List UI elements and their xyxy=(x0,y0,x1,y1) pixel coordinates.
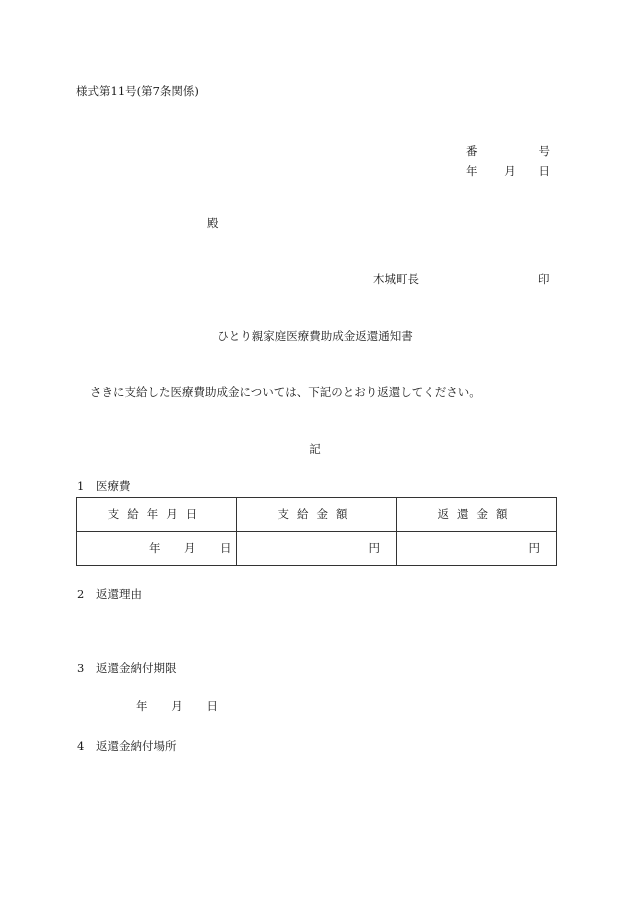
deadline-day: 日 xyxy=(206,699,218,713)
cell-year: 年 xyxy=(149,541,161,555)
section-number: 1 xyxy=(77,479,85,493)
medical-expense-table xyxy=(76,497,557,566)
addressee: 殿 xyxy=(207,216,219,230)
issuer: 木城町長 xyxy=(373,272,419,286)
table-row xyxy=(77,532,557,566)
number-suffix: 号 xyxy=(538,144,550,158)
section-label: 返還金納付期限 xyxy=(96,661,177,675)
number-label: 番 xyxy=(466,144,478,158)
section-number: 2 xyxy=(77,587,85,601)
header-payment-amount: 支給金額 xyxy=(237,498,397,532)
section-label: 返還金納付場所 xyxy=(96,739,177,753)
deadline-date xyxy=(136,701,218,713)
table-header-row xyxy=(77,498,557,532)
header-refund-amount: 返還金額 xyxy=(397,498,557,532)
body-text: さきに支給した医療費助成金については、下記のとおり返還してください。 xyxy=(90,385,481,399)
ki-heading: 記 xyxy=(309,442,321,456)
form-number: 様式第11号(第7条関係) xyxy=(76,84,199,98)
section-number: 3 xyxy=(77,661,85,675)
cell-day: 日 xyxy=(220,541,232,555)
reference-date-row xyxy=(466,161,550,181)
section-number: 4 xyxy=(77,739,85,753)
refund-amount-cell: 円 xyxy=(397,532,557,566)
seal-mark: 印 xyxy=(538,272,550,286)
deadline-year: 年 xyxy=(136,699,148,713)
payment-amount-cell: 円 xyxy=(237,532,397,566)
document-title: ひとり親家庭医療費助成金返還通知書 xyxy=(217,329,413,343)
section-4 xyxy=(77,741,177,753)
section-2 xyxy=(77,589,142,601)
reference-number-row xyxy=(466,141,550,161)
header-payment-date: 支給年月日 xyxy=(77,498,237,532)
section-3 xyxy=(77,663,177,675)
deadline-month: 月 xyxy=(171,699,183,713)
section-1 xyxy=(77,481,131,493)
section-label: 医療費 xyxy=(96,479,131,493)
section-label: 返還理由 xyxy=(96,587,142,601)
reference-block xyxy=(466,141,550,181)
date-day: 日 xyxy=(538,164,550,178)
date-year: 年 xyxy=(466,164,478,178)
date-month: 月 xyxy=(504,164,516,178)
payment-date-cell xyxy=(77,532,237,566)
cell-month: 月 xyxy=(184,541,196,555)
